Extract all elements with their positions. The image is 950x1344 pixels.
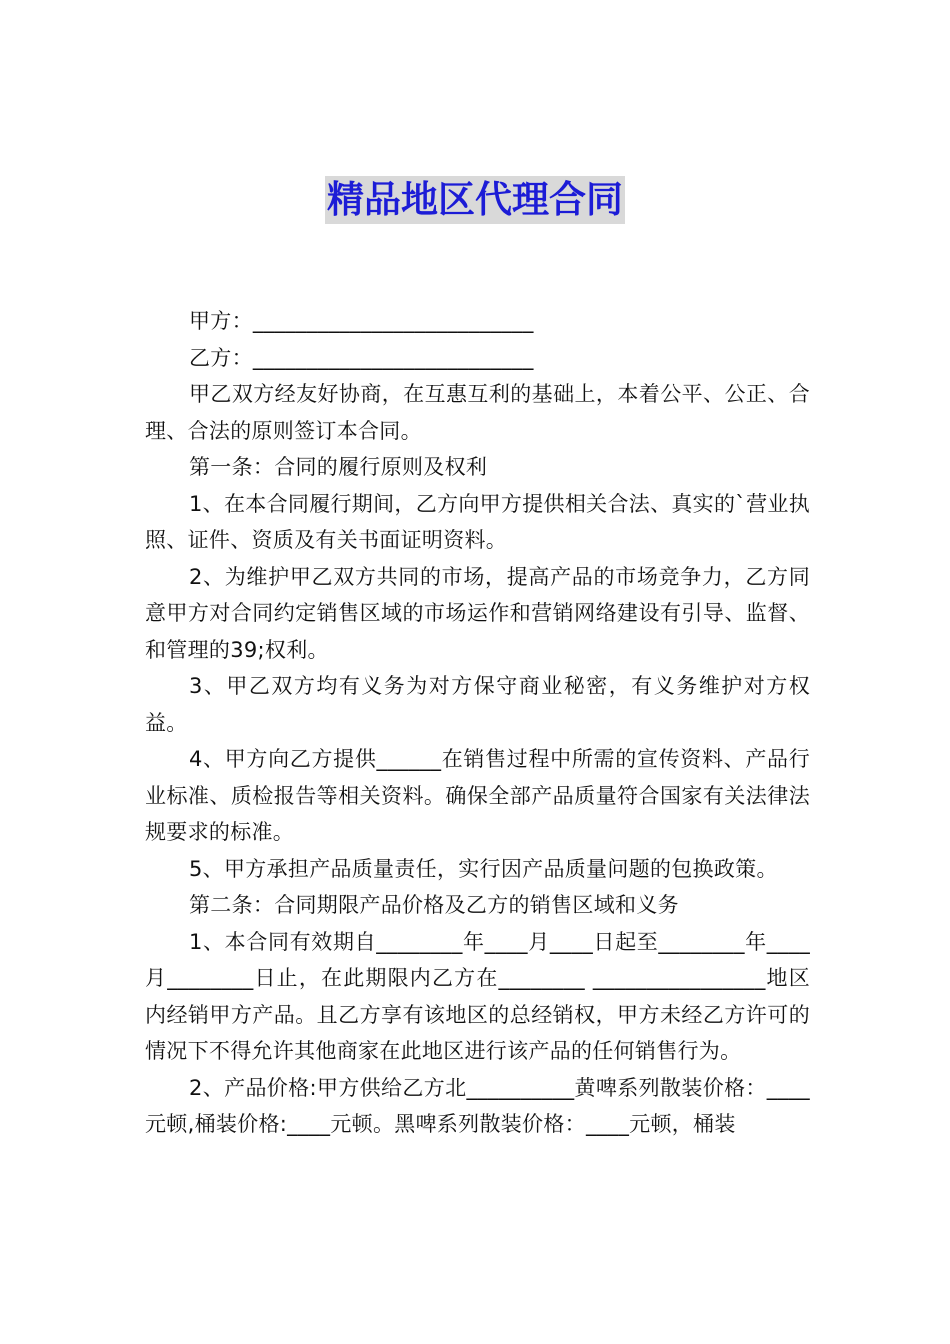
article-1-clause-2: 2、为维护甲乙双方共同的市场，提高产品的市场竞争力，乙方同意甲方对合同约定销售区域的市场运作和营销网络建设有引导、监督、和管理的39;权利。 xyxy=(145,564,810,662)
article-2-clause-1: 1、本合同有效期自________年____月____日起至________年____月________日止，在此期限内乙方在________ ________________地区内经销甲方产品。且乙方享有该地区的总经销权，甲方未经乙方许可的情况下不得允许其他商家在此地区进行该产品的任何销售行为。 xyxy=(145,929,810,1063)
article-1-clause-4: 4、甲方向乙方提供______在销售过程中所需的宣传资料、产品行业标准、质检报告等相关资料。确保全部产品质量符合国家有关法律法规要求的标准。 xyxy=(145,747,810,844)
article-1-clause-1: 1、在本合同履行期间，乙方向甲方提供相关合法、真实的`营业执照、证件、资质及有关书面证明资料。 xyxy=(145,491,810,552)
article-1-clause-3: 3、甲乙双方均有义务为对方保守商业秘密，有义务维护对方权益。 xyxy=(145,674,810,735)
contract-body xyxy=(145,303,810,1143)
preamble-paragraph: 甲乙双方经友好协商，在互惠互利的基础上，本着公平、公正、合理、合法的原则签订本合同。 xyxy=(145,382,810,443)
article-2-clause-2: 2、产品价格:甲方供给乙方北__________黄啤系列散装价格：____元顿,桶装价格:____元顿。黑啤系列散装价格：____元顿，桶装 xyxy=(145,1075,810,1136)
document-title-row xyxy=(0,176,950,232)
article-1-heading: 第一条：合同的履行原则及权利 xyxy=(189,455,488,479)
party-b-line: 乙方：__________________________ xyxy=(189,345,534,370)
party-a-line: 甲方：__________________________ xyxy=(189,309,534,333)
article-2-heading: 第二条：合同期限产品价格及乙方的销售区域和义务 xyxy=(189,893,679,917)
article-1-clause-5: 5、甲方承担产品质量责任，实行因产品质量问题的包换政策。 xyxy=(189,856,778,881)
document-title: 精品地区代理合同 xyxy=(325,176,625,224)
